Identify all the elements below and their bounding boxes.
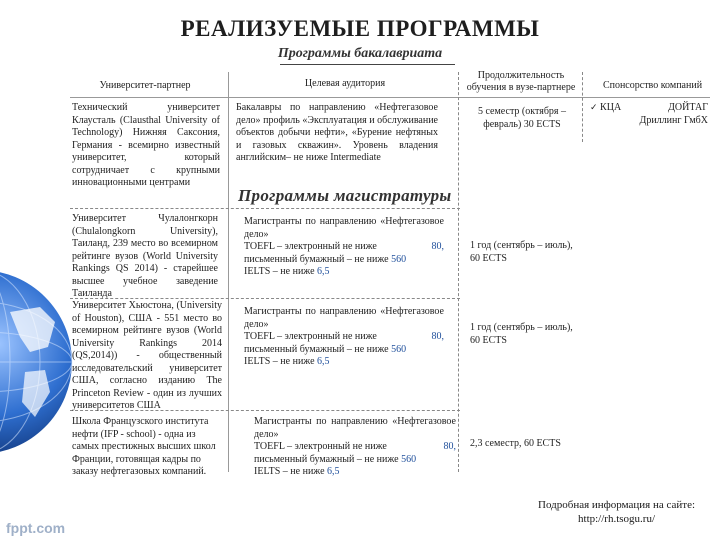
col-divider-2 (458, 72, 459, 472)
bachelor-audience: Бакалавры по направлению «Нефтегазовое дело» профиль «Эксплуатация и обслуживание объектов добычи нефти», «Бурение нефтяных и газовых скважин». Уровень владения английским– не ниже Intermediate (236, 102, 438, 163)
bachelor-duration: 5 семестр (октября – февраль) 30 ECTS (477, 106, 567, 130)
master-3-ielts (254, 466, 456, 479)
master-1-ielts-score: 6,5 (317, 266, 330, 277)
master-2-toefl (244, 331, 444, 344)
bachelor-partner: Технический университет Клаусталь (Clausthal University of Technology) Нижняя Саксония, Германия - всемирно известный университет, который сотрудничает с крупными инновационными центрами (72, 102, 220, 188)
master-2-audience-intro: Магистранты по направлению «Нефтегазовое дело» (244, 306, 444, 330)
checkmark-icon: ✓ (590, 103, 598, 113)
master-2-ielts-score: 6,5 (317, 356, 330, 367)
master-2-toefl-label: TOEFL – электронный не ниже (244, 331, 377, 342)
master-2-toefl-score: 80, (431, 331, 444, 342)
master-1-audience (244, 216, 444, 279)
sponsor-tail: Дриллинг ГмбХ (639, 114, 708, 126)
master-3-ielts-label: IELTS – не ниже (254, 466, 325, 477)
master-3-duration: 2,3 семестр, 60 ECTS (470, 438, 561, 449)
sponsor-deutag: ДОЙТАГ (668, 102, 708, 113)
header-audience: Целевая аудитория (304, 78, 386, 89)
master-2-paper-label: письменный бумажный – не ниже (244, 343, 389, 355)
more-info (538, 498, 695, 526)
master-1-toefl-label: TOEFL – электронный не ниже (244, 241, 377, 252)
sponsor-kca (590, 102, 621, 115)
more-info-label: Подробная информация на сайте: (538, 499, 696, 511)
bachelor-sponsors (590, 102, 708, 127)
header-duration: Продолжительность обучения в вузе-партнере (466, 70, 576, 93)
master-3-paper (254, 454, 456, 467)
row-divider-1 (70, 208, 460, 209)
master-1-ielts (244, 266, 444, 279)
master-2-duration: 1 год (сентябрь – июль), 60 ECTS (470, 322, 573, 346)
sponsor-line (590, 102, 708, 115)
master-2-paper (244, 344, 444, 357)
master-1-partner: Университет Чулалонгкорн (Chulalongkorn University), Таиланд, 239 место во всемирном рейтинге вузов (World University Rankings QS 2014) - старейшее высшее учебное заведение Таиланда (72, 213, 218, 299)
slide-subtitle: Программы бакалавриата (277, 46, 443, 61)
master-2-ielts (244, 356, 444, 369)
master-1-paper (244, 254, 444, 267)
watermark: fppt.com (6, 520, 66, 536)
header-partner: Университет-партнер (99, 80, 191, 91)
master-1-paper-label: письменный бумажный – не ниже (244, 253, 389, 265)
slide-title: РЕАЛИЗУЕМЫЕ ПРОГРАММЫ (180, 16, 540, 41)
globe-icon (0, 252, 74, 472)
header-sponsors: Спонсорство компаний (602, 80, 703, 91)
master-3-ielts-score: 6,5 (327, 466, 340, 477)
master-1-audience-intro: Магистранты по направлению «Нефтегазовое дело» (244, 216, 444, 240)
master-1-toefl (244, 241, 444, 254)
master-3-audience-intro: Магистранты по направлению «Нефтегазовое дело» (254, 416, 456, 440)
master-1-toefl-score: 80, (431, 241, 444, 252)
more-info-link[interactable]: http://rh.tsogu.ru/ (578, 513, 656, 525)
master-1-paper-score: 560 (391, 253, 407, 265)
master-3-audience (254, 416, 456, 479)
master-2-audience (244, 306, 444, 369)
master-2-paper-score: 560 (391, 343, 407, 355)
header-rule (70, 97, 710, 98)
master-2-ielts-label: IELTS – не ниже (244, 356, 315, 367)
col-divider-3 (582, 72, 583, 142)
master-3-paper-label: письменный бумажный – не ниже (254, 453, 399, 465)
masters-heading: Программы магистратуры (238, 186, 452, 205)
master-3-toefl-label: TOEFL – электронный не ниже (254, 441, 387, 452)
master-1-duration: 1 год (сентябрь – июль), 60 ECTS (470, 240, 573, 264)
master-3-toefl-score: 80, (443, 441, 456, 452)
master-1-ielts-label: IELTS – не ниже (244, 266, 315, 277)
master-3-toefl (254, 441, 456, 454)
sponsor-kca-label: КЦА (600, 102, 622, 113)
col-divider-1 (228, 72, 229, 472)
master-3-partner: Школа Французского института нефти (IFP - school) - одна из самых престижных высших школ Франции, готовящая кадры по заказу нефтегазовых компаний. (72, 416, 216, 477)
subtitle-underline (280, 64, 455, 65)
master-3-paper-score: 560 (401, 453, 417, 465)
master-2-partner: Университет Хьюстона, (University of Houston), США - 551 место во всемирном рейтинге вузов (World University Rankings 2014 (QS,2014)) - общественный исследовательский университет США, согласно изданию The Princeton Review - один из лучших университетов США (72, 300, 222, 411)
